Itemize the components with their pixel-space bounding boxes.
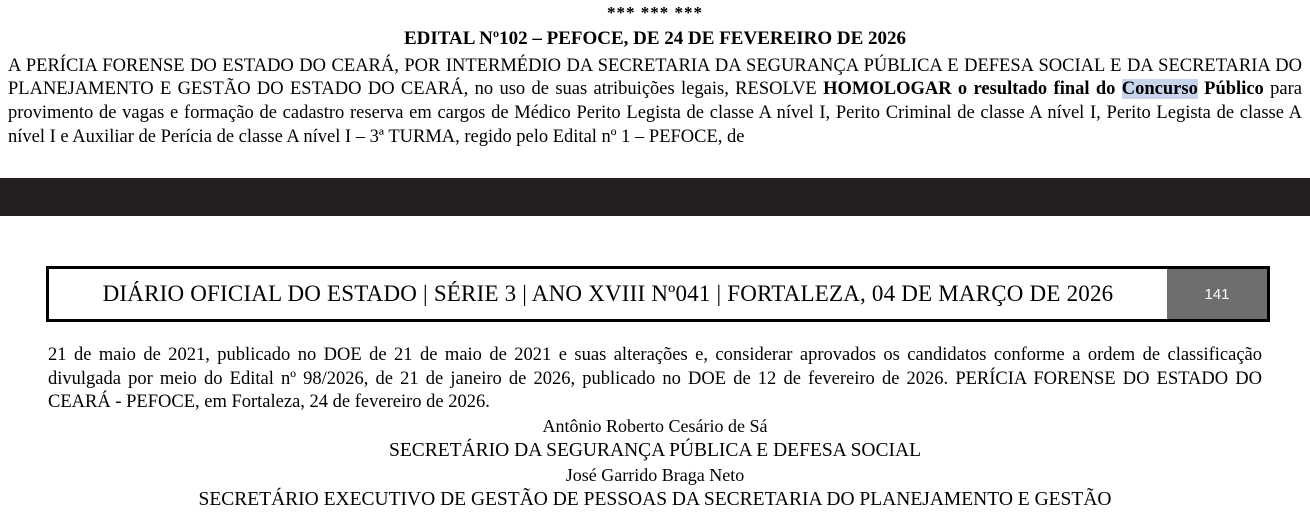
- edital-title: EDITAL Nº102 – PEFOCE, DE 24 DE FEVEREIRO DE 2026: [403, 27, 907, 49]
- diario-oficial-title: DIÁRIO OFICIAL DO ESTADO | SÉRIE 3 | ANO XVIII Nº041 | FORTALEZA, 04 DE MARÇO DE 2026: [102, 281, 1114, 306]
- paragraph-part-1: A PERÍCIA FORENSE DO ESTADO DO CEARÁ, POR INTERMÉDIO DA SECRETARIA DA SEGURANÇA PÚBLICA E DEFESA SOCIAL E DA SECRETARIA DO PLANEJAMENTO E GESTÃO DO ESTADO DO CEARÁ, no uso de suas atribuições legais, RESOLVE: [8, 55, 1302, 100]
- paragraph-part-2: para provimento de vagas e formação de cadastro reserva em cargos de Médico Perito Legista de classe A nível I, Perito Criminal de classe A nível I, Perito Legista de classe A nível I e Auxiliar de Perícia de classe A nível I – 3ª TURMA, regido pelo Edital nº 1 – PEFOCE, de: [8, 79, 1302, 147]
- edital-paragraph: [0, 55, 1310, 150]
- page-number-badge: 141: [1167, 269, 1267, 319]
- signature-role: SECRETÁRIO EXECUTIVO DE GESTÃO DE PESSOAS DA SECRETARIA DO PLANEJAMENTO E GESTÃO: [198, 489, 1112, 511]
- decorative-stars: *** *** ***: [607, 3, 703, 22]
- signature-name: Antônio Roberto Cesário de Sá: [542, 416, 768, 437]
- paragraph-bold-1: HOMOLOGAR o resultado final do: [823, 79, 1122, 100]
- signature-name: José Garrido Braga Neto: [565, 464, 745, 485]
- diario-oficial-header: [46, 266, 1270, 322]
- signature-block-1: [48, 415, 1262, 464]
- signature-role: SECRETÁRIO DA SEGURANÇA PÚBLICA E DEFESA SOCIAL: [389, 440, 921, 462]
- signature-block-2: [48, 464, 1262, 512]
- paragraph-highlight-concurso: Concurso: [1121, 79, 1198, 100]
- edital-continuation-block: [0, 344, 1310, 512]
- continuation-paragraph: 21 de maio de 2021, publicado no DOE de 21 de maio de 2021 e suas alterações e, considerar aprovados os candidatos conforme a ordem de classificação divulgada por meio do Edital nº 98/2026, de 21 de janeiro de 2026, publicado no DOE de 12 de fevereiro de 2026. PERÍCIA FORENSE DO ESTADO DO CEARÁ - PEFOCE, em Fortaleza, 24 de fevereiro de 2026.: [48, 345, 1262, 413]
- page-separator-band: [0, 178, 1310, 216]
- paragraph-bold-2: Público: [1197, 79, 1264, 100]
